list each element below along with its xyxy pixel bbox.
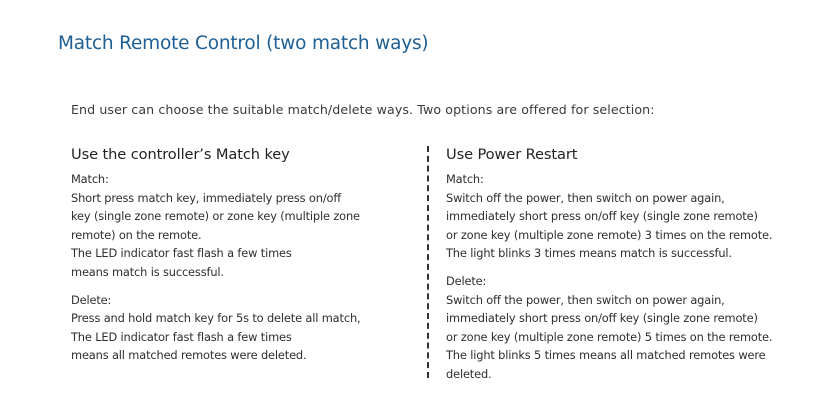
delete-step-line: or zone key (multiple zone remote) 5 times on the remote.	[446, 329, 773, 344]
section-heading: Use the controller’s Match key	[71, 146, 290, 163]
delete-step-line: Press and hold match key for 5s to delete all match,	[71, 311, 361, 326]
section-heading: Use Power Restart	[446, 146, 578, 163]
match-label: Match:	[446, 172, 484, 186]
spacer	[71, 282, 421, 291]
match-step-line: or zone key (multiple zone remote) 3 times on the remote.	[446, 227, 773, 242]
match-step-line: The LED indicator fast flash a few times	[71, 246, 292, 261]
delete-label: Delete:	[71, 292, 112, 307]
match-step-line: key (single zone remote) or zone key (multiple zone	[71, 209, 360, 224]
page-title: Match Remote Control (two match ways)	[58, 33, 429, 54]
delete-step-line: The light blinks 5 times means all matched remotes were	[446, 348, 766, 363]
match-step-line: remote) on the remote.	[71, 227, 202, 242]
delete-step-line: deleted.	[446, 366, 492, 381]
match-label: Match:	[71, 172, 109, 186]
delete-step-line: immediately short press on/off key (single zone remote)	[446, 311, 758, 326]
match-step-line: means match is successful.	[71, 264, 224, 279]
delete-step-line: Switch off the power, then switch on power again,	[446, 292, 725, 307]
delete-step-line: means all matched remotes were deleted.	[71, 348, 307, 363]
delete-label: Delete:	[446, 273, 487, 288]
spacer	[446, 263, 796, 272]
power-restart-section	[446, 146, 796, 384]
column-divider	[427, 146, 429, 378]
controller-match-key-section	[71, 146, 421, 365]
match-step-line: immediately short press on/off key (single zone remote)	[446, 209, 758, 224]
intro-text: End user can choose the suitable match/delete ways. Two options are offered for selection:	[71, 102, 655, 117]
match-step-line: Short press match key, immediately press on/off	[71, 190, 342, 205]
match-step-line: The light blinks 3 times means match is successful.	[446, 246, 732, 261]
match-step-line: Switch off the power, then switch on power again,	[446, 190, 725, 205]
delete-step-line: The LED indicator fast flash a few times	[71, 329, 292, 344]
